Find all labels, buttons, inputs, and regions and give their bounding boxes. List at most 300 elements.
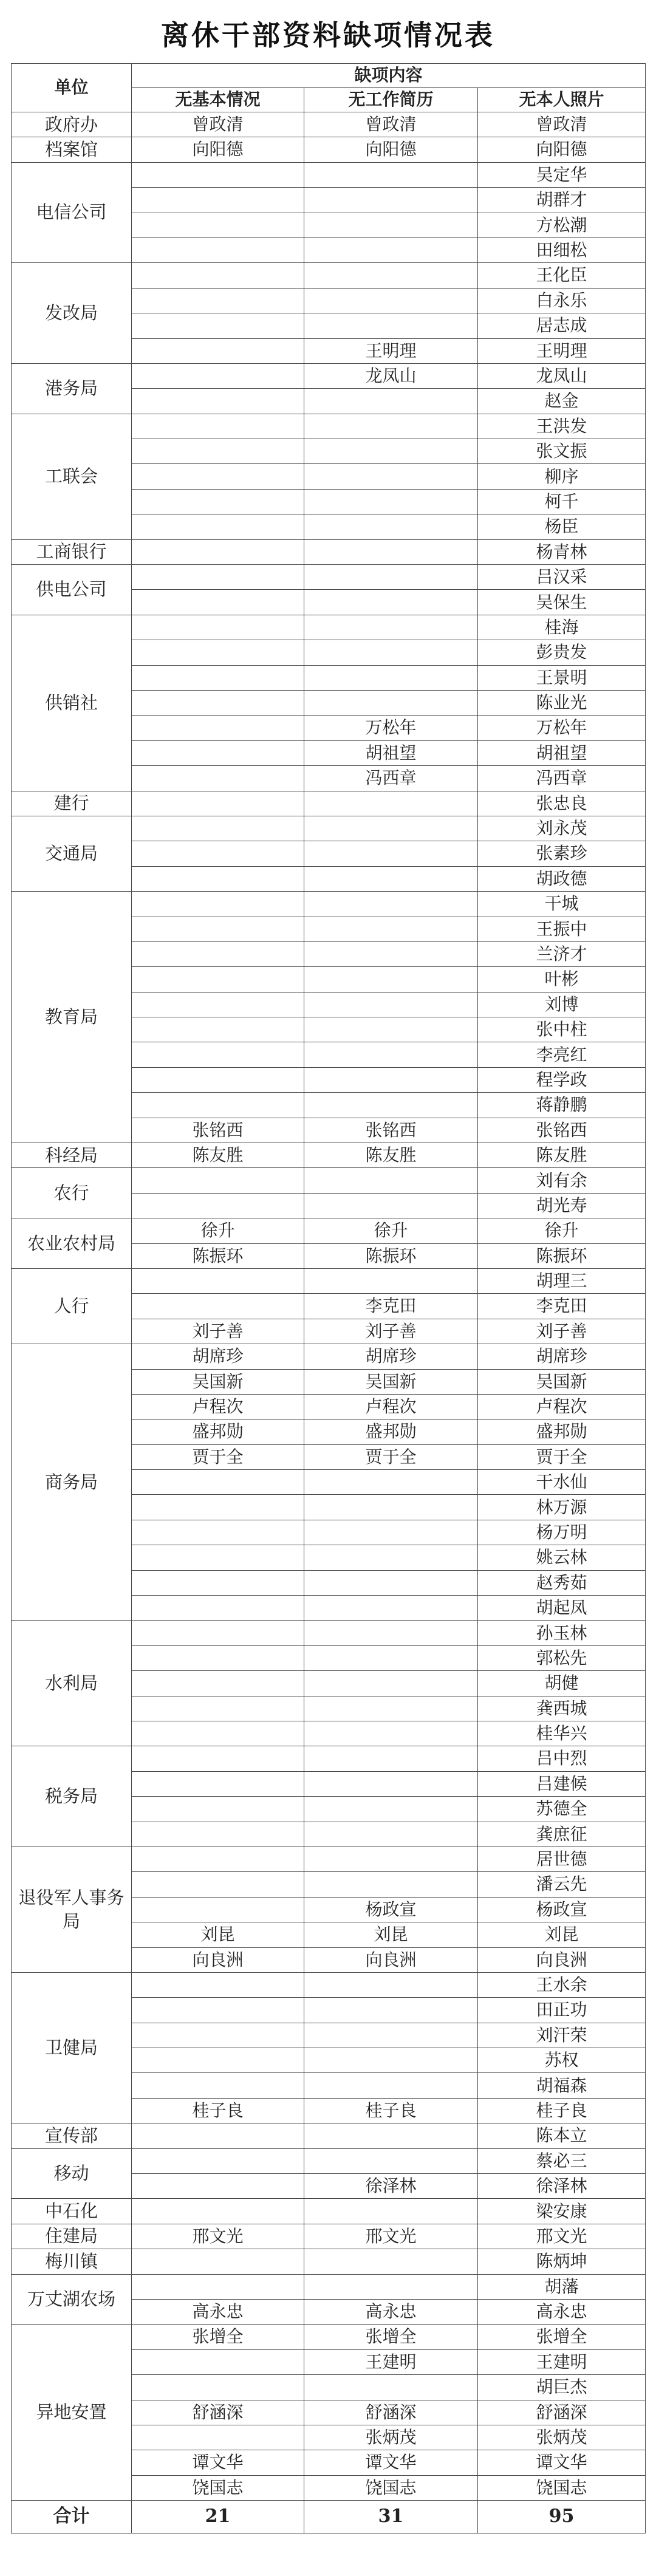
no-work-resume-cell [304,2148,478,2173]
table-row [12,112,646,137]
no-photo-cell: 卢程次 [478,1394,646,1419]
no-work-resume-cell [304,866,478,891]
no-basic-info-cell: 谭文华 [132,2450,304,2475]
table-row [12,1143,646,1168]
no-photo-cell: 刘子善 [478,1319,646,1344]
no-work-resume-cell: 胡祖望 [304,740,478,765]
missing-items-table [11,63,646,2533]
no-photo-cell: 刘汗荣 [478,2023,646,2048]
table-row [12,414,646,439]
unit-cell: 科经局 [12,1143,132,1168]
no-basic-info-cell [132,389,304,414]
unit-cell: 教育局 [12,892,132,1143]
unit-cell: 档案馆 [12,137,132,162]
no-photo-cell: 杨臣 [478,514,646,539]
no-photo-cell: 胡福森 [478,2073,646,2098]
no-basic-info-cell [132,866,304,891]
no-work-resume-cell [304,439,478,464]
no-basic-info-cell: 向阳德 [132,137,304,162]
no-photo-cell: 胡健 [478,1671,646,1696]
no-work-resume-cell [304,237,478,262]
no-basic-info-cell [132,841,304,866]
no-photo-cell: 舒涵深 [478,2400,646,2425]
no-basic-info-cell [132,1495,304,1520]
no-photo-cell: 龚庶征 [478,1822,646,1847]
no-work-resume-cell: 曾政清 [304,112,478,137]
no-photo-cell: 刘昆 [478,1922,646,1947]
table-row [12,892,646,917]
no-photo-cell: 陈业光 [478,690,646,715]
no-photo-cell: 白永乐 [478,288,646,313]
table-row [12,1268,646,1293]
no-work-resume-cell: 胡席珍 [304,1344,478,1369]
no-basic-info-cell [132,2375,304,2400]
no-basic-info-cell: 刘昆 [132,1922,304,1947]
no-photo-cell: 潘云先 [478,1872,646,1897]
no-work-resume-cell [304,1621,478,1645]
table-row [12,615,646,640]
no-photo-cell: 孙玉林 [478,1621,646,1645]
no-basic-info-cell: 陈友胜 [132,1143,304,1168]
no-basic-info-cell [132,237,304,262]
no-basic-info-cell [132,665,304,690]
no-work-resume-cell [304,992,478,1017]
unit-cell: 供电公司 [12,565,132,615]
no-photo-cell: 徐泽林 [478,2174,646,2199]
no-basic-info-cell [132,816,304,841]
table-row [12,2148,646,2173]
unit-cell: 移动 [12,2148,132,2199]
no-work-resume-cell [304,313,478,338]
no-basic-info-cell [132,414,304,439]
no-work-resume-cell: 张炳茂 [304,2425,478,2450]
no-work-resume-cell [304,1017,478,1042]
no-basic-info-cell: 盛邦勋 [132,1420,304,1444]
no-work-resume-cell: 舒涵深 [304,2400,478,2425]
no-basic-info-cell [132,2073,304,2098]
no-photo-cell: 刘永茂 [478,816,646,841]
no-photo-cell: 居志成 [478,313,646,338]
no-work-resume-cell [304,263,478,288]
no-work-resume-cell [304,1168,478,1193]
header-no-photo: 无本人照片 [478,88,646,112]
no-photo-cell: 王洪发 [478,414,646,439]
no-photo-cell: 吴保生 [478,590,646,615]
no-basic-info-cell: 高永忠 [132,2299,304,2324]
no-basic-info-cell: 张增全 [132,2325,304,2349]
no-photo-cell: 盛邦勋 [478,1420,646,1444]
no-work-resume-cell [304,1972,478,1997]
no-photo-cell: 吕建候 [478,1771,646,1796]
no-photo-cell: 胡巨杰 [478,2375,646,2400]
no-photo-cell: 胡藩 [478,2274,646,2299]
no-photo-cell: 谭文华 [478,2450,646,2475]
no-photo-cell: 高永忠 [478,2299,646,2324]
no-work-resume-cell [304,967,478,992]
no-work-resume-cell [304,1822,478,1847]
no-photo-cell: 柯千 [478,489,646,514]
no-photo-cell: 胡群才 [478,188,646,213]
unit-cell: 万丈湖农场 [12,2274,132,2325]
no-photo-cell: 蒋静鹏 [478,1093,646,1118]
no-work-resume-cell [304,539,478,564]
no-photo-cell: 胡起凤 [478,1596,646,1621]
no-work-resume-cell [304,188,478,213]
no-photo-cell: 干城 [478,892,646,917]
no-basic-info-cell [132,640,304,665]
no-photo-cell: 柳序 [478,464,646,489]
unit-cell: 农业农村局 [12,1218,132,1269]
no-basic-info-cell [132,288,304,313]
no-photo-cell: 吕中烈 [478,1746,646,1771]
no-basic-info-cell [132,1017,304,1042]
no-basic-info-cell [132,162,304,187]
unit-cell: 宣传部 [12,2123,132,2148]
table-row [12,263,646,288]
no-basic-info-cell [132,514,304,539]
no-work-resume-cell: 王建明 [304,2349,478,2374]
table-row [12,1972,646,1997]
no-basic-info-cell [132,740,304,765]
no-photo-cell: 徐升 [478,1218,646,1243]
no-work-resume-cell [304,1671,478,1696]
no-basic-info-cell [132,590,304,615]
no-basic-info-cell [132,615,304,640]
no-work-resume-cell: 邢文光 [304,2224,478,2249]
unit-cell: 异地安置 [12,2325,132,2501]
no-photo-cell: 居世德 [478,1847,646,1871]
no-photo-cell: 杨青林 [478,539,646,564]
unit-cell: 水利局 [12,1621,132,1746]
no-basic-info-cell [132,263,304,288]
no-photo-cell: 郭松先 [478,1645,646,1670]
no-photo-cell: 王建明 [478,2349,646,2374]
no-work-resume-cell [304,791,478,816]
no-work-resume-cell [304,1645,478,1670]
no-basic-info-cell [132,1645,304,1670]
table-row [12,1746,646,1771]
no-basic-info-cell [132,1822,304,1847]
no-work-resume-cell [304,1771,478,1796]
no-basic-info-cell [132,967,304,992]
no-photo-cell: 桂子良 [478,2098,646,2123]
no-photo-cell: 吕汉采 [478,565,646,590]
unit-cell: 梅川镇 [12,2249,132,2274]
no-work-resume-cell: 高永忠 [304,2299,478,2324]
no-basic-info-cell [132,917,304,941]
header-no-basic-info: 无基本情况 [132,88,304,112]
no-work-resume-cell: 桂子良 [304,2098,478,2123]
no-photo-cell: 曾政清 [478,112,646,137]
no-photo-cell: 林万源 [478,1495,646,1520]
no-photo-cell: 张中柱 [478,1017,646,1042]
no-work-resume-cell [304,1470,478,1495]
total-no-work-resume: 31 [304,2501,478,2533]
no-basic-info-cell: 张铭西 [132,1118,304,1143]
no-basic-info-cell [132,338,304,363]
unit-cell: 工联会 [12,414,132,539]
no-work-resume-cell [304,1596,478,1621]
no-work-resume-cell: 谭文华 [304,2450,478,2475]
no-photo-cell: 蔡必三 [478,2148,646,2173]
no-work-resume-cell [304,1872,478,1897]
no-work-resume-cell [304,1067,478,1092]
no-work-resume-cell: 徐泽林 [304,2174,478,2199]
no-basic-info-cell [132,941,304,966]
unit-cell: 中石化 [12,2199,132,2224]
no-photo-cell: 李克田 [478,1294,646,1319]
table-row [12,2249,646,2274]
no-work-resume-cell [304,2123,478,2148]
no-work-resume-cell: 吴国新 [304,1369,478,1394]
no-work-resume-cell: 贾于全 [304,1444,478,1469]
no-photo-cell: 程学政 [478,1067,646,1092]
no-basic-info-cell [132,464,304,489]
no-photo-cell: 姚云林 [478,1545,646,1570]
no-photo-cell: 杨政宣 [478,1897,646,1922]
no-work-resume-cell [304,1268,478,1293]
page-title: 离休干部资料缺项情况表 [161,19,495,52]
table-row [12,791,646,816]
no-work-resume-cell [304,665,478,690]
no-work-resume-cell [304,389,478,414]
no-work-resume-cell [304,1495,478,1520]
no-photo-cell: 向良洲 [478,1947,646,1972]
no-basic-info-cell: 胡席珍 [132,1344,304,1369]
no-work-resume-cell [304,2048,478,2073]
no-work-resume-cell [304,816,478,841]
no-work-resume-cell: 卢程次 [304,1394,478,1419]
no-basic-info-cell [132,690,304,715]
no-photo-cell: 田正功 [478,1998,646,2023]
no-photo-cell: 陈炳坤 [478,2249,646,2274]
no-basic-info-cell [132,565,304,590]
no-work-resume-cell [304,590,478,615]
no-photo-cell: 梁安康 [478,2199,646,2224]
no-work-resume-cell: 万松年 [304,716,478,740]
no-work-resume-cell [304,1847,478,1871]
unit-cell: 卫健局 [12,1972,132,2123]
no-basic-info-cell [132,1193,304,1218]
no-basic-info-cell [132,716,304,740]
no-work-resume-cell [304,1797,478,1822]
no-photo-cell: 田细松 [478,237,646,262]
table-row [12,1168,646,1193]
no-photo-cell: 刘博 [478,992,646,1017]
table-row [12,1218,646,1243]
no-work-resume-cell [304,2199,478,2224]
table-footer [12,2501,646,2533]
no-photo-cell: 胡席珍 [478,1344,646,1369]
unit-cell: 交通局 [12,816,132,891]
unit-cell: 住建局 [12,2224,132,2249]
no-basic-info-cell [132,1696,304,1721]
no-photo-cell: 邢文光 [478,2224,646,2249]
no-work-resume-cell: 陈友胜 [304,1143,478,1168]
table-header [12,64,646,112]
no-work-resume-cell: 徐升 [304,1218,478,1243]
no-work-resume-cell [304,489,478,514]
total-label: 合计 [12,2501,132,2533]
no-work-resume-cell [304,162,478,187]
table-row [12,565,646,590]
unit-cell: 人行 [12,1268,132,1344]
no-basic-info-cell [132,2274,304,2299]
no-work-resume-cell: 李克田 [304,1294,478,1319]
no-basic-info-cell [132,1797,304,1822]
no-photo-cell: 胡光寿 [478,1193,646,1218]
no-photo-cell: 彭贵发 [478,640,646,665]
no-work-resume-cell [304,1193,478,1218]
header-missing-content: 缺项内容 [132,64,646,88]
no-work-resume-cell [304,213,478,237]
no-basic-info-cell [132,1671,304,1696]
no-basic-info-cell [132,1596,304,1621]
no-work-resume-cell [304,1746,478,1771]
no-work-resume-cell [304,615,478,640]
no-photo-cell: 李亮红 [478,1042,646,1067]
unit-cell: 退役军人事务局 [12,1847,132,1972]
no-basic-info-cell [132,313,304,338]
no-photo-cell: 苏权 [478,2048,646,2073]
no-work-resume-cell: 向阳德 [304,137,478,162]
no-photo-cell: 王化臣 [478,263,646,288]
no-photo-cell: 胡理三 [478,1268,646,1293]
no-basic-info-cell [132,1545,304,1570]
no-work-resume-cell [304,1998,478,2023]
no-photo-cell: 陈本立 [478,2123,646,2148]
no-work-resume-cell: 刘昆 [304,1922,478,1947]
no-work-resume-cell [304,2375,478,2400]
no-basic-info-cell [132,2349,304,2374]
no-photo-cell: 张文振 [478,439,646,464]
no-basic-info-cell [132,791,304,816]
no-basic-info-cell: 饶国志 [132,2475,304,2500]
no-work-resume-cell: 刘子善 [304,1319,478,1344]
no-photo-cell: 向阳德 [478,137,646,162]
table-row [12,1847,646,1871]
no-photo-cell: 龙凤山 [478,363,646,388]
no-basic-info-cell: 卢程次 [132,1394,304,1419]
no-photo-cell: 王水余 [478,1972,646,1997]
no-work-resume-cell: 张铭西 [304,1118,478,1143]
no-work-resume-cell: 向良洲 [304,1947,478,1972]
table-row [12,539,646,564]
no-basic-info-cell [132,2123,304,2148]
no-photo-cell: 苏德全 [478,1797,646,1822]
no-basic-info-cell [132,1570,304,1595]
no-work-resume-cell [304,288,478,313]
unit-cell: 农行 [12,1168,132,1218]
unit-cell: 政府办 [12,112,132,137]
no-basic-info-cell [132,363,304,388]
no-photo-cell: 冯西章 [478,766,646,791]
no-basic-info-cell [132,1721,304,1746]
no-basic-info-cell [132,2249,304,2274]
no-photo-cell: 饶国志 [478,2475,646,2500]
no-work-resume-cell [304,690,478,715]
no-photo-cell: 陈友胜 [478,1143,646,1168]
no-photo-cell: 张忠良 [478,791,646,816]
no-work-resume-cell [304,1721,478,1746]
no-basic-info-cell [132,1998,304,2023]
no-work-resume-cell [304,2274,478,2299]
no-photo-cell: 陈振环 [478,1243,646,1268]
no-basic-info-cell [132,2023,304,2048]
table-row [12,2274,646,2299]
table-row [12,1621,646,1645]
no-basic-info-cell: 曾政清 [132,112,304,137]
no-basic-info-cell [132,1042,304,1067]
no-basic-info-cell [132,539,304,564]
no-work-resume-cell [304,2023,478,2048]
no-basic-info-cell: 邢文光 [132,2224,304,2249]
no-work-resume-cell [304,1545,478,1570]
no-photo-cell: 张铭西 [478,1118,646,1143]
no-photo-cell: 张素珍 [478,841,646,866]
no-basic-info-cell: 桂子良 [132,2098,304,2123]
no-photo-cell: 龚西城 [478,1696,646,1721]
no-work-resume-cell [304,892,478,917]
no-basic-info-cell [132,1093,304,1118]
no-work-resume-cell: 杨政宣 [304,1897,478,1922]
no-basic-info-cell [132,1621,304,1645]
no-basic-info-cell: 刘子善 [132,1319,304,1344]
no-basic-info-cell: 吴国新 [132,1369,304,1394]
no-photo-cell: 吴定华 [478,162,646,187]
unit-cell: 供销社 [12,615,132,791]
no-basic-info-cell: 徐升 [132,1218,304,1243]
no-basic-info-cell [132,766,304,791]
no-photo-cell: 王明理 [478,338,646,363]
no-work-resume-cell: 饶国志 [304,2475,478,2500]
total-row [12,2501,646,2533]
no-basic-info-cell [132,2199,304,2224]
no-photo-cell: 刘有余 [478,1168,646,1193]
no-basic-info-cell [132,1897,304,1922]
table-row [12,363,646,388]
no-work-resume-cell [304,2249,478,2274]
no-photo-cell: 叶彬 [478,967,646,992]
no-basic-info-cell [132,439,304,464]
no-work-resume-cell: 陈振环 [304,1243,478,1268]
no-photo-cell: 赵秀茹 [478,1570,646,1595]
no-photo-cell: 王景明 [478,665,646,690]
no-photo-cell: 胡政德 [478,866,646,891]
no-photo-cell: 干水仙 [478,1470,646,1495]
no-photo-cell: 赵金 [478,389,646,414]
no-basic-info-cell [132,1847,304,1871]
no-photo-cell: 杨万明 [478,1520,646,1545]
no-basic-info-cell [132,1294,304,1319]
no-photo-cell: 桂海 [478,615,646,640]
no-work-resume-cell [304,841,478,866]
no-basic-info-cell [132,1771,304,1796]
table-row [12,2325,646,2349]
no-work-resume-cell [304,464,478,489]
header-unit: 单位 [12,64,132,112]
no-basic-info-cell [132,2148,304,2173]
no-photo-cell: 张炳茂 [478,2425,646,2450]
no-work-resume-cell [304,941,478,966]
header-no-work-resume: 无工作简历 [304,88,478,112]
no-basic-info-cell [132,2048,304,2073]
no-photo-cell: 贾于全 [478,1444,646,1469]
no-work-resume-cell [304,1696,478,1721]
no-photo-cell: 胡祖望 [478,740,646,765]
total-no-basic-info: 21 [132,2501,304,2533]
no-work-resume-cell [304,1042,478,1067]
